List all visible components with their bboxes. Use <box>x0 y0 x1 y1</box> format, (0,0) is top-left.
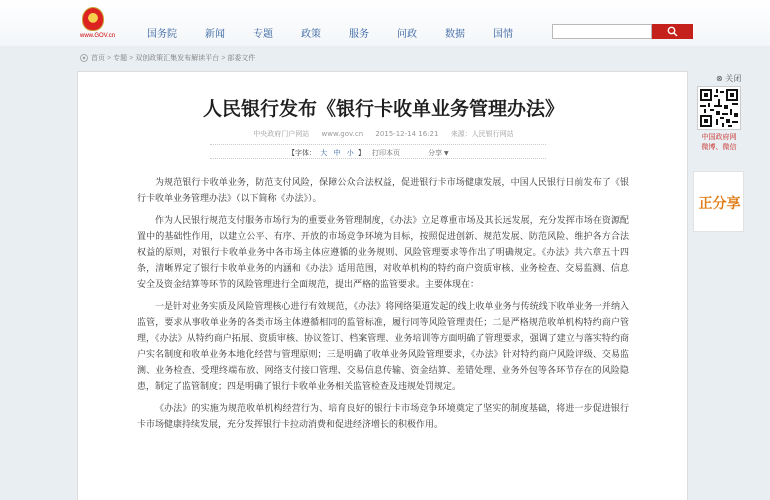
article-paragraph: 为规范银行卡收单业务，防范支付风险，保障公众合法权益，促进银行卡市场健康发展，中国人民银行日前发布了《银行卡收单业务管理办法》（以下简称《办法》）。 <box>137 178 629 204</box>
breadcrumb-separator: > <box>221 54 226 62</box>
nav-item-news[interactable]: 新闻 <box>205 29 225 40</box>
site-header <box>0 0 770 46</box>
nav-item-state-council[interactable]: 国务院 <box>147 29 177 40</box>
article-paragraph: 一是针对业务实质及风险管理核心进行有效规范，《办法》将网络渠道发起的线上收单业务与传统线下收单业务一并纳入监管，要求从事收单业务的各类市场主体遵循相同的监管标准，履行同等风险管理责任；二是严格规范收单机构特约商户管理，《办法》从特约商户拓展、资质审核、协议签订、档案管理、业务培训等方面明确了管理要求，强调了建立与落实特约商户实名制度和收单业务本地化经营与管理原则；三是明确了收单业务风险管理要求，《办法》针对特约商户风险评级、交易监测、业务检查、受理终端布放、网络支付接口管理、交易信息传输、资金结算、差错处理、业务外包等各环节存在的风险隐患，制定了监管制度；四是明确了银行卡收单业务相关监管检查及违规处罚规定。 <box>137 302 629 392</box>
print-page-link[interactable]: 打印本页 <box>372 149 400 157</box>
font-size-medium[interactable]: 中 <box>333 149 341 157</box>
article-datetime: 2015-12-14 16:21 <box>375 130 439 138</box>
nav-item-inquiry[interactable]: 问政 <box>397 29 417 40</box>
nav-item-national-info[interactable]: 国情 <box>493 29 513 40</box>
search-button[interactable] <box>652 24 693 39</box>
article-title: 人民银行发布《银行卡收单业务管理办法》 <box>202 98 564 120</box>
font-size-label: 【字体： <box>288 149 316 157</box>
close-button[interactable] <box>716 73 741 84</box>
article-body <box>137 175 629 439</box>
breadcrumb-separator: > <box>107 54 112 62</box>
article-meta <box>78 129 689 139</box>
font-size-end: 】 <box>357 149 365 157</box>
location-icon <box>80 54 88 62</box>
article-paragraph: 作为人民银行规范支付服务市场行为的重要业务管理制度，《办法》立足尊重市场及其长远发展，充分发挥市场在资源配置中的基础性作用，以建立公平、有序、开放的市场竞争环境为目标，按照促进创新、规范发展、防范风险、维护各方合法权益的原则，对银行卡收单业务中各市场主体应遵循的业务规则、风险管理要求等作出了明确规定。《办法》共六章五十四条，清晰界定了银行卡收单业务的内涵和《办法》适用范围，对收单机构的特约商户资质审核、业务检查、交易监测、信息安全及资金结算等环节的风险管理进行全面规范，提出严格的监管要求。主要体现在： <box>137 216 629 290</box>
qr-code-icon <box>698 87 740 129</box>
article-source-site: 中央政府门户网站 <box>253 130 310 138</box>
nav-item-services[interactable]: 服务 <box>349 29 369 40</box>
site-logo-label[interactable]: www.GOV.cn <box>80 33 116 39</box>
nav-item-topics[interactable]: 专题 <box>253 29 273 40</box>
font-size-control <box>288 148 365 158</box>
breadcrumb-ministry-docs[interactable]: 部委文件 <box>227 55 256 62</box>
breadcrumb-separator: > <box>129 54 134 62</box>
search-input[interactable] <box>552 24 652 39</box>
breadcrumb <box>80 53 255 63</box>
search-icon <box>667 26 678 37</box>
font-size-small[interactable]: 小 <box>346 149 354 157</box>
share-tab[interactable] <box>693 171 744 232</box>
qr-code <box>697 86 741 130</box>
nav-item-policy[interactable]: 政策 <box>301 29 321 40</box>
article-card <box>77 71 688 500</box>
article-toolbar <box>210 144 546 159</box>
chevron-down-icon: ▼ <box>444 150 449 157</box>
qr-code-label-line: 中国政府网 <box>701 133 737 141</box>
breadcrumb-home[interactable]: 首页 <box>91 55 105 62</box>
main-nav <box>147 25 541 40</box>
qr-code-label <box>692 132 746 152</box>
qr-code-label-line: 微博、微信 <box>701 143 737 151</box>
nav-item-data[interactable]: 数据 <box>445 29 465 40</box>
share-dropdown[interactable] <box>428 148 449 158</box>
share-label: 分享 <box>428 149 442 157</box>
font-size-large[interactable]: 大 <box>320 149 328 157</box>
article-site-url: www.gov.cn <box>321 130 364 138</box>
breadcrumb-topics[interactable]: 专题 <box>113 55 128 62</box>
close-label: 关闭 <box>725 74 742 83</box>
close-icon: ⊗ <box>716 74 723 83</box>
breadcrumb-platform[interactable]: 双创政策汇集发布解读平台 <box>135 55 220 62</box>
share-tab-label: 正分享 <box>698 196 741 212</box>
national-emblem-icon[interactable] <box>82 7 104 31</box>
article-paragraph: 《办法》的实施为规范收单机构经营行为、培育良好的银行卡市场竞争环境奠定了坚实的制度基础，将进一步促进银行卡市场健康持续发展，充分发挥银行卡拉动消费和促进经济增长的积极作用。 <box>137 404 629 430</box>
article-origin: 来源：人民银行网站 <box>450 130 514 138</box>
